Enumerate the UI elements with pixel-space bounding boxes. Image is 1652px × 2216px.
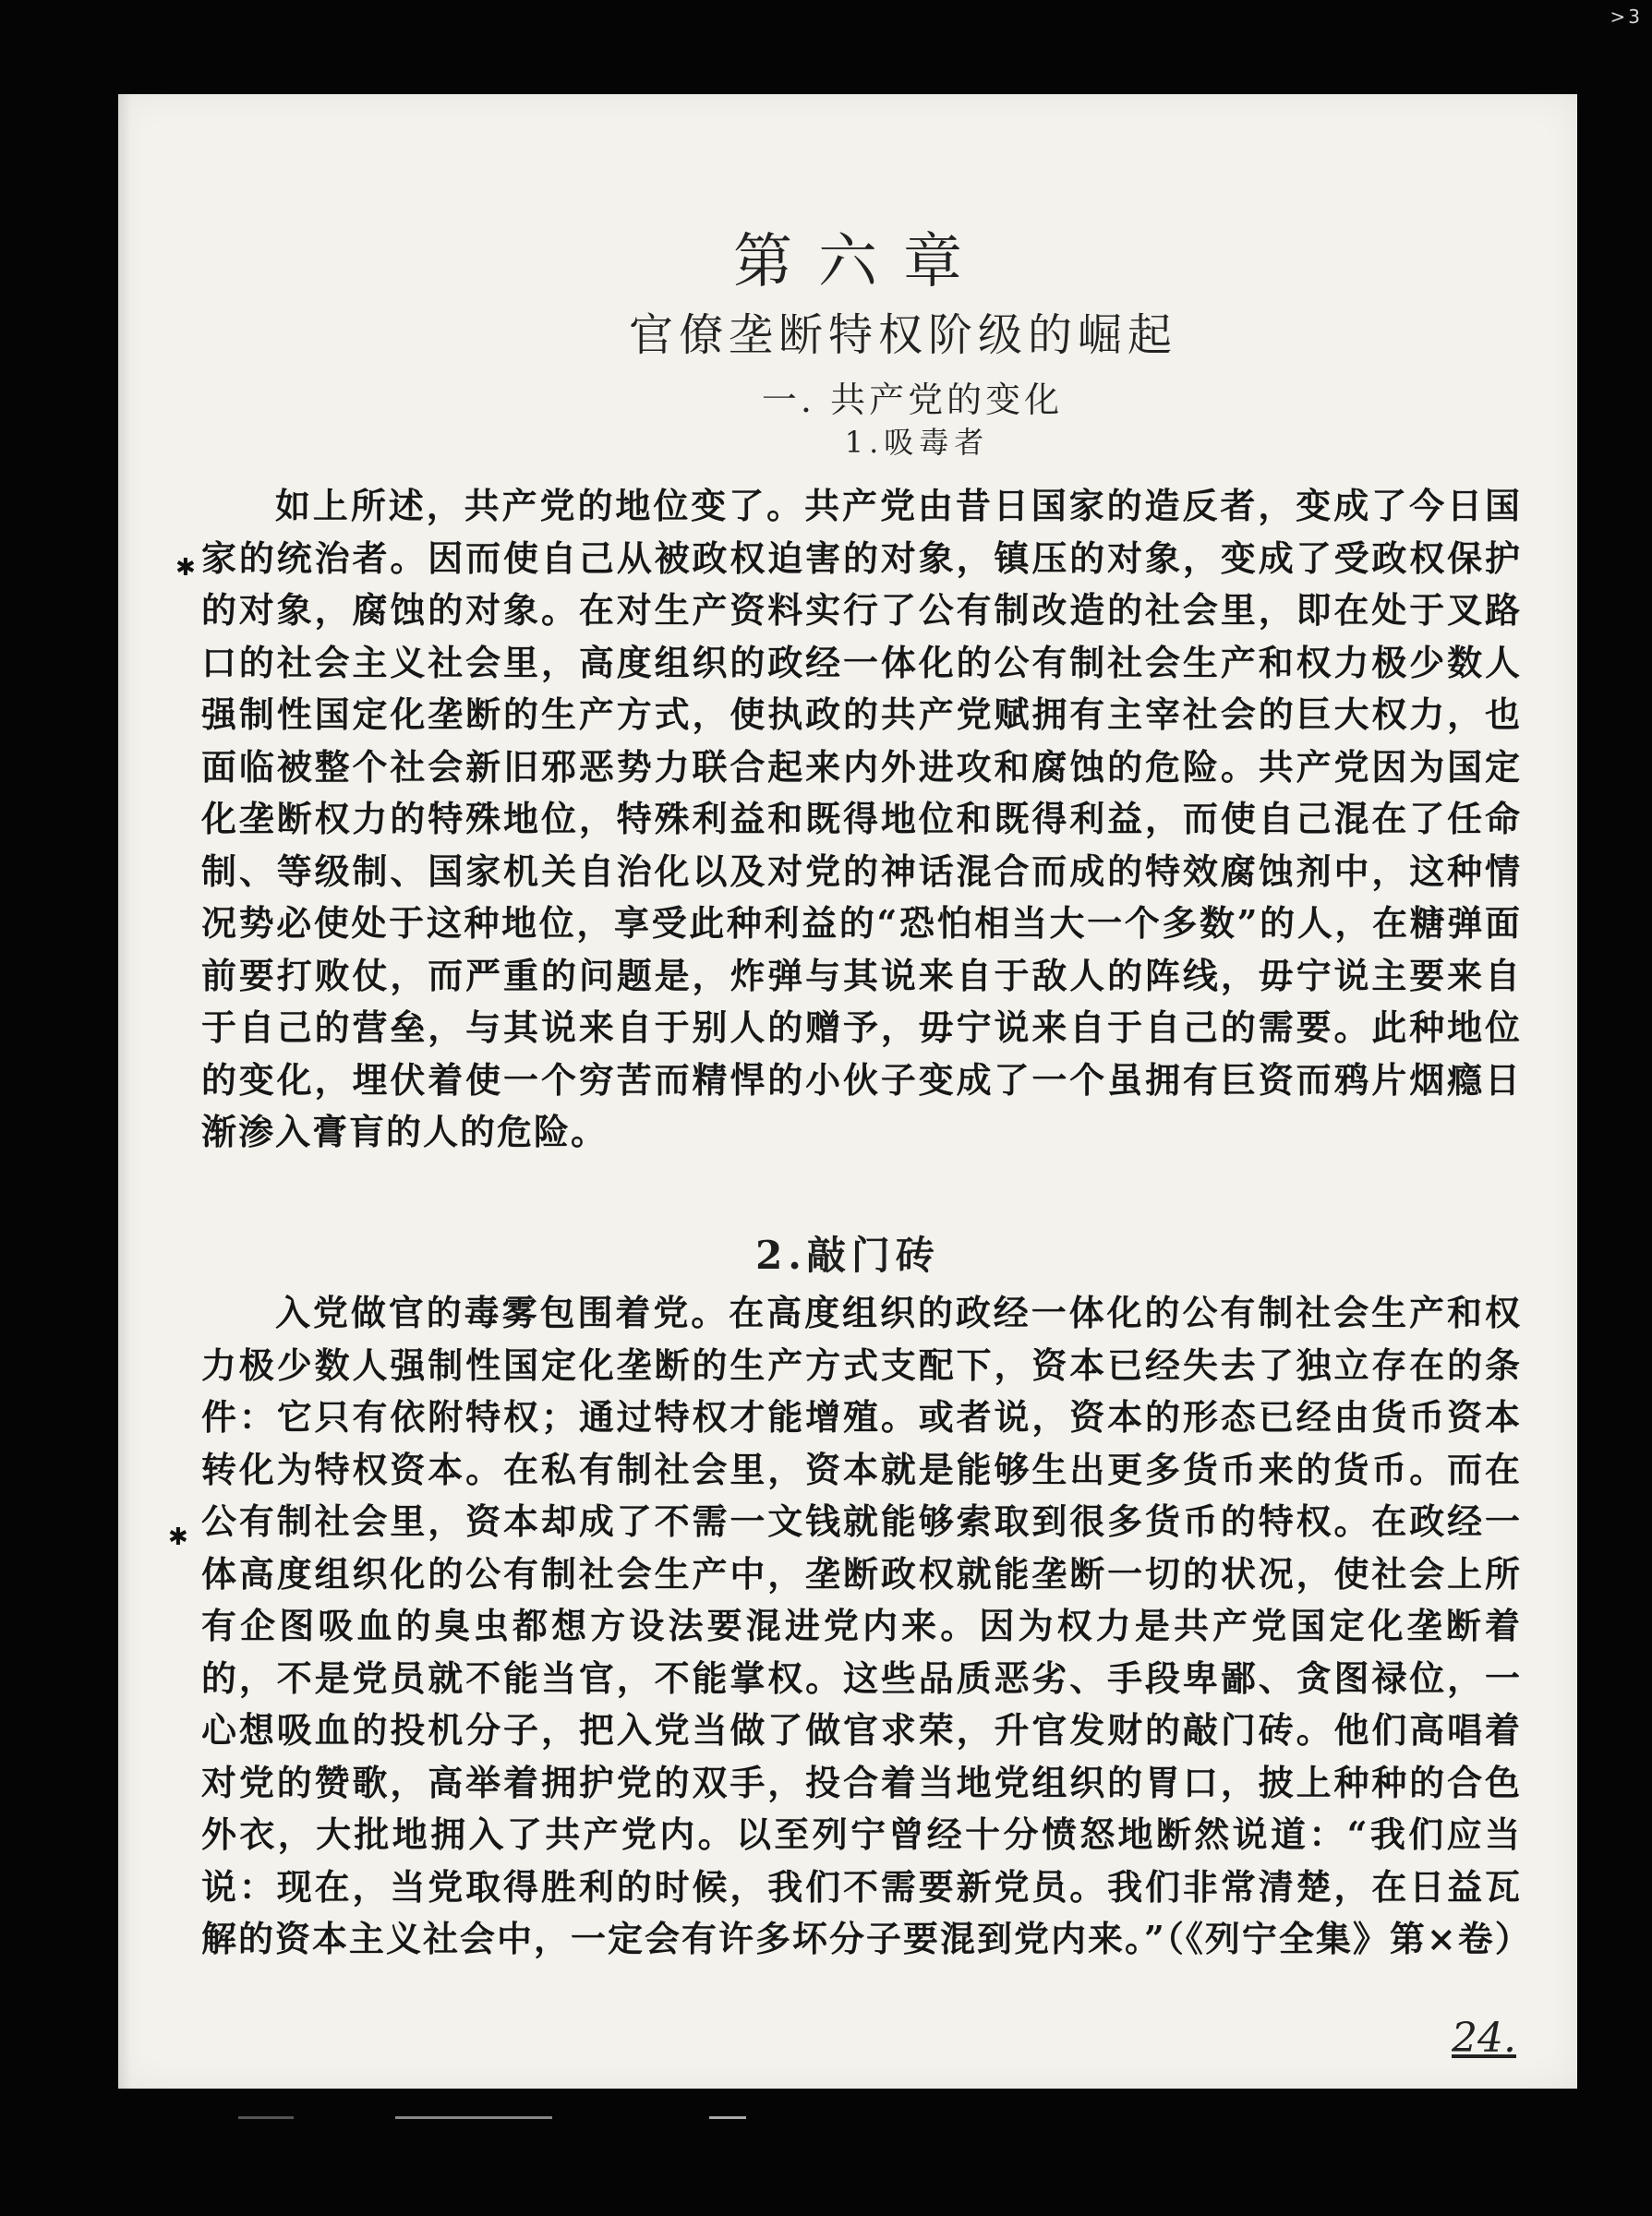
ink-blot-mark: ✱ xyxy=(175,554,196,582)
page-number: 24. xyxy=(1452,2015,1516,2062)
bottom-dash-mark xyxy=(395,2116,552,2119)
corner-mark: >3 xyxy=(1610,6,1643,28)
section-2-paragraph: 入党做官的毒雾包围着党。在高度组织的政经一体化的公有制社会生产和权力极少数人强制性国定化垄断的生产方式支配下，资本已经失去了独立存在的条件：它只有依附特权；通过特权才能增殖。或者说，资本的形态已经由货币资本转化为特权资本。在私有制社会里，资本就是能够生出更多货币来的货币。而在公有制社会里，资本却成了不需一文钱就能够索取到很多货币的特权。在政经一体高度组织化的公有制社会生产中，垄断政权就能垄断一切的状况，使社会上所有企图吸血的臭虫都想方设法要混进党内来。因为权力是共产党国定化垄断着的，不是党员就不能当官，不能掌权。这些品质恶劣、手段卑鄙、贪图禄位，一心想吸血的投机分子，把入党当做了做官求荣，升官发财的敲门砖。他们高唱着对党的赞歌，高举着拥护党的双手，投合着当地党组织的胃口，披上种种的合色外衣，大批地拥入了共产党内。以至列宁曾经十分愤怒地断然说道：“我们应当说：现在，当党取得胜利的时候，我们不需要新党员。我们非常清楚，在日益瓦解的资本主义社会中，一定会有许多坏分子要混到党内来。”（《列宁全集》第×卷） xyxy=(201,1292,1532,1959)
chapter-subtitle: 官僚垄断特权阶级的崛起 xyxy=(628,309,1177,361)
section-2-heading: 2.敲门砖 xyxy=(755,1233,940,1278)
ink-blot-mark: ✱ xyxy=(168,1524,188,1551)
section-1-paragraph: 如上所述，共产党的地位变了。共产党由昔日国家的造反者，变成了今日国家的统治者。因而使自己从被政权迫害的对象，镇压的对象，变成了受政权保护的对象，腐蚀的对象。在对生产资料实行了公有制改造的社会里，即在处于叉路口的社会主义社会里，高度组织的政经一体化的公有制社会生产和权力极少数人强制性国定化垄断的生产方式，使执政的共产党赋拥有主宰社会的巨大权力，也面临被整个社会新旧邪恶势力联合起来内外进攻和腐蚀的危险。共产党因为国定化垄断权力的特殊地位，特殊利益和既得地位和既得利益，而使自己混在了任命制、等级制、国家机关自治化以及对党的神话混合而成的特效腐蚀剂中，这种情况势必使处于这种地位，享受此种利益的“恐怕相当大一个多数”的人，在糖弹面前要打败仗，而严重的问题是，炸弹与其说来自于敌人的阵线，毋宁说主要来自于自己的营垒，与其说来自于别人的赠予，毋宁说来自于自己的需要。此种地位的变化，埋伏着使一个穷苦而精悍的小伙子变成了一个虽拥有巨资而鸦片烟瘾日渐渗入膏肓的人的危险。 xyxy=(201,485,1522,1152)
section-1-heading: 一. 共产党的变化 xyxy=(761,379,1064,420)
document-page xyxy=(118,94,1577,2089)
section-1-subheading: 1.吸毒者 xyxy=(844,425,990,460)
bottom-dash-mark xyxy=(709,2116,746,2119)
bottom-dash-mark xyxy=(238,2116,294,2119)
chapter-title: 第六章 xyxy=(733,228,988,296)
